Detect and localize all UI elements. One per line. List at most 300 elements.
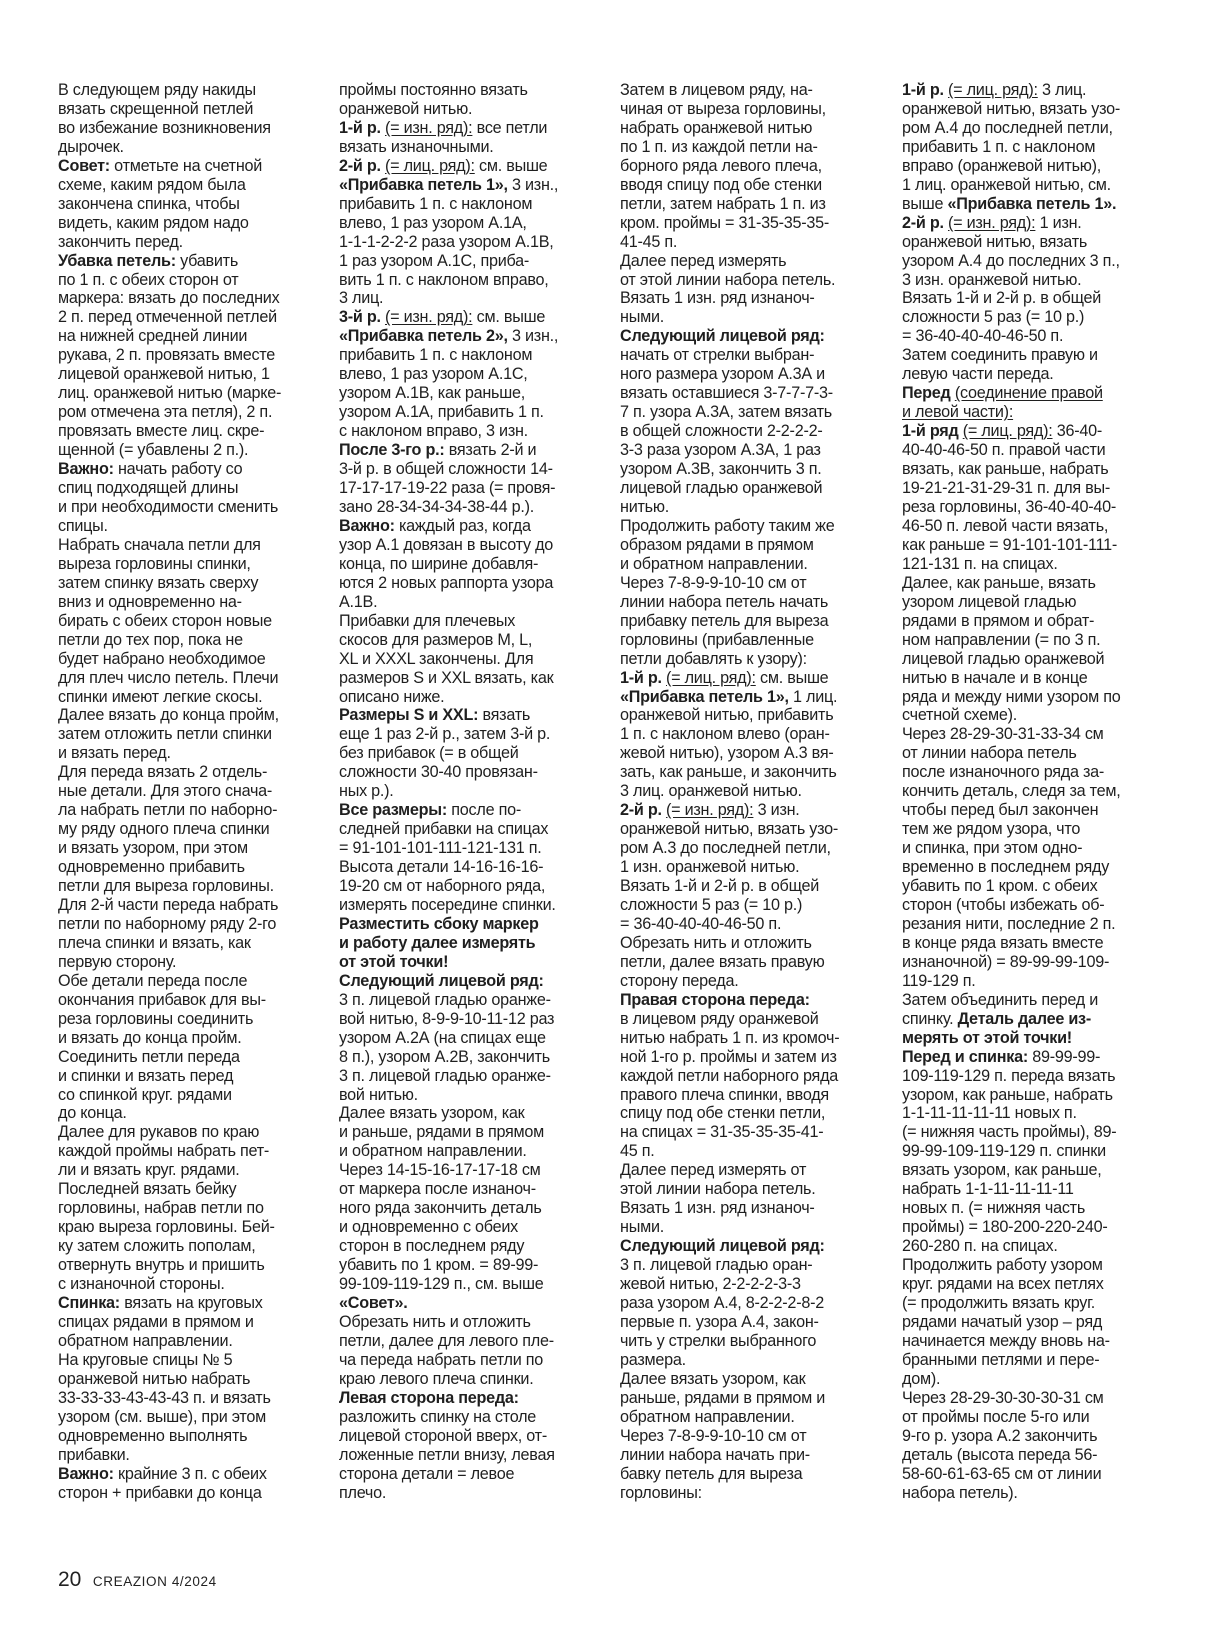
text-line <box>620 308 882 327</box>
text-run: ются 2 новых раппорта узора <box>339 573 554 592</box>
text-line <box>620 119 882 138</box>
text-line <box>58 877 320 896</box>
text-run: Через 28-29-30-30-30-31 см <box>902 1388 1104 1407</box>
text-line <box>620 252 882 271</box>
text-line <box>58 479 320 498</box>
text-line <box>58 1389 320 1408</box>
text-run: спинки имеют легкие скосы. <box>58 687 263 706</box>
text-run: 1 лиц. оранжевой нитью, см. <box>902 175 1111 194</box>
bold-text: Деталь далее из- <box>957 1009 1091 1028</box>
text-line <box>902 138 1164 157</box>
text-run: ные детали. Для этого снача- <box>58 782 273 801</box>
text-line <box>902 403 1164 422</box>
text-run: будет набрано необходимое <box>58 649 266 668</box>
text-line <box>902 1104 1164 1123</box>
text-line <box>620 877 882 896</box>
text-run: обратном направлении. <box>620 1407 795 1426</box>
text-line <box>620 479 882 498</box>
text-line <box>620 1218 882 1237</box>
text-line <box>58 1256 320 1275</box>
text-run: Затем в лицевом ряду, на- <box>620 81 813 99</box>
text-run: резания нити, последние 2 п. <box>902 914 1116 933</box>
text-run: Обрезать нить и отложить <box>620 933 812 952</box>
text-line <box>58 1180 320 1199</box>
text-line <box>620 1351 882 1370</box>
text-line <box>339 1218 601 1237</box>
text-run: му ряду одного плеча спинки <box>58 820 270 839</box>
text-line <box>58 1086 320 1105</box>
text-line <box>58 308 320 327</box>
text-line <box>902 1161 1164 1180</box>
text-run: Далее вязать до конца пройм, <box>58 706 279 725</box>
text-run: и обратном направлении. <box>620 554 808 573</box>
text-run: видеть, каким рядом надо <box>58 213 249 232</box>
text-line <box>620 1067 882 1086</box>
text-line <box>58 1313 320 1332</box>
text-line <box>58 1351 320 1370</box>
text-line <box>620 498 882 517</box>
text-line <box>339 1256 601 1275</box>
text-line <box>902 441 1164 460</box>
text-line <box>58 1048 320 1067</box>
text-line <box>902 972 1164 991</box>
text-run: 3 лиц. <box>1037 81 1087 99</box>
text-run: 1 лиц. <box>788 687 838 706</box>
text-line <box>902 820 1164 839</box>
underlined-text: (= лиц. ряд): <box>665 668 756 687</box>
text-line <box>339 157 601 176</box>
text-line <box>620 669 882 688</box>
text-run: сторон в последнем ряду <box>339 1237 525 1256</box>
bold-text: 1-й ряд <box>902 422 959 441</box>
text-line <box>58 346 320 365</box>
text-line <box>620 574 882 593</box>
text-run: размеров S и XXL вязать, как <box>339 668 554 687</box>
text-line <box>620 1313 882 1332</box>
text-line <box>620 346 882 365</box>
text-line <box>620 1484 882 1503</box>
text-line <box>58 896 320 915</box>
bold-text: «Совет». <box>339 1294 408 1312</box>
text-line <box>620 1123 882 1142</box>
text-line <box>620 725 882 744</box>
text-line <box>58 365 320 384</box>
text-run: сложности 5 раз (= 10 р.) <box>620 895 803 914</box>
bold-text: Спинка: <box>58 1294 120 1312</box>
text-run: петли, затем набрать 1 п. из <box>620 194 826 213</box>
text-line <box>58 271 320 290</box>
text-run: следней прибавки на спицах <box>339 820 549 839</box>
text-line <box>58 991 320 1010</box>
text-run: в конце ряда вязать вместе <box>902 933 1104 952</box>
text-run: конца, по ширине добавля- <box>339 554 539 573</box>
text-line <box>620 233 882 252</box>
text-run: 260-280 п. на спицах. <box>902 1237 1058 1256</box>
text-line <box>620 327 882 346</box>
text-run: отвернуть внутрь и пришить <box>58 1256 265 1275</box>
text-line <box>902 308 1164 327</box>
text-line <box>902 934 1164 953</box>
text-line <box>620 782 882 801</box>
text-run: 9-го р. узора А.2 закончить <box>902 1426 1098 1445</box>
bold-text: мерять от этой точки! <box>902 1028 1072 1047</box>
text-line <box>902 555 1164 574</box>
text-line <box>58 1029 320 1048</box>
text-line <box>58 839 320 858</box>
text-line <box>902 725 1164 744</box>
text-line <box>620 100 882 119</box>
text-line <box>58 498 320 517</box>
text-run: и раньше, рядами в прямом <box>339 1123 545 1142</box>
text-run: ром А.3 до последней петли, <box>620 839 831 858</box>
text-run: 3 изн., <box>507 327 559 346</box>
text-line <box>58 953 320 972</box>
text-run: от проймы после 5-го или <box>902 1407 1090 1426</box>
text-run: размера. <box>620 1350 686 1369</box>
text-line <box>339 100 601 119</box>
text-run: набора петель). <box>902 1483 1018 1502</box>
text-run: петли для выреза горловины. <box>58 877 274 896</box>
text-line <box>902 252 1164 271</box>
text-run: 3 лиц. оранжевой нитью. <box>620 782 802 801</box>
text-line <box>339 858 601 877</box>
text-line <box>902 744 1164 763</box>
text-line <box>339 214 601 233</box>
text-run: первые п. узора А.4, закон- <box>620 1312 819 1331</box>
text-run: борного ряда левого плеча, <box>620 156 822 175</box>
text-line <box>58 441 320 460</box>
text-run: лицевой стороной вверх, от- <box>339 1426 547 1445</box>
text-line <box>902 1142 1164 1161</box>
text-column-2 <box>339 81 601 1502</box>
text-run: спинку. <box>902 1009 958 1028</box>
text-run: и спинка, при этом одно- <box>902 839 1083 858</box>
bold-text: «Прибавка петель 1», <box>620 687 789 706</box>
text-line <box>58 252 320 271</box>
text-line <box>339 1370 601 1389</box>
text-run: чтобы перед был закончен <box>902 801 1099 820</box>
text-line <box>58 517 320 536</box>
text-line <box>339 820 601 839</box>
text-line <box>902 896 1164 915</box>
text-line <box>58 725 320 744</box>
text-line <box>620 157 882 176</box>
text-run: от линии набора петель <box>902 744 1077 763</box>
text-line <box>902 706 1164 725</box>
text-run: убавить <box>175 251 239 270</box>
text-line <box>902 214 1164 233</box>
text-line <box>339 138 601 157</box>
text-run: краю выреза горловины. Бей- <box>58 1218 275 1237</box>
text-line <box>620 536 882 555</box>
text-run: бавку петель для выреза <box>620 1464 803 1483</box>
text-run: узором А.1А, прибавить 1 п. <box>339 403 544 422</box>
text-line <box>902 1275 1164 1294</box>
text-line <box>58 1294 320 1313</box>
text-line <box>339 1029 601 1048</box>
text-line <box>902 271 1164 290</box>
text-line <box>902 384 1164 403</box>
text-run: вой нитью. <box>339 1085 418 1104</box>
text-line <box>58 1104 320 1123</box>
underlined-text: (= изн. ряд): <box>947 213 1036 232</box>
text-line <box>339 725 601 744</box>
text-run: левую части переда. <box>902 365 1054 384</box>
bold-text: Перед и спинка: <box>902 1047 1029 1066</box>
text-line <box>339 1294 601 1313</box>
text-run: кончить деталь, следя за тем, <box>902 782 1121 801</box>
text-line <box>339 953 601 972</box>
text-run: 2 п. перед отмеченной петлей <box>58 308 277 327</box>
text-line <box>620 138 882 157</box>
text-run: без прибавок (= в общей <box>339 744 519 763</box>
text-run: Высота детали 14-16-16-16- <box>339 858 544 877</box>
text-line <box>339 1313 601 1332</box>
text-run: вниз и одновременно на- <box>58 592 242 611</box>
text-run: вводя спицу под обе стенки <box>620 175 822 194</box>
text-run: оранжевой нитью. <box>339 99 473 118</box>
text-line <box>902 801 1164 820</box>
text-run: сложности 5 раз (= 10 р.) <box>902 308 1085 327</box>
text-line <box>58 631 320 650</box>
text-line <box>620 403 882 422</box>
text-line <box>339 498 601 517</box>
text-run: Продолжить работу узором <box>902 1256 1103 1275</box>
text-run: круг. рядами на всех петлях <box>902 1275 1104 1294</box>
text-run: со спинкой круг. рядами <box>58 1085 232 1104</box>
text-line <box>58 138 320 157</box>
text-run: Вязать 1 изн. ряд изнаноч- <box>620 1199 815 1218</box>
text-line <box>58 81 320 100</box>
bold-text: Все размеры: <box>339 801 448 820</box>
text-run: 3 п. лицевой гладью оранже- <box>339 990 551 1009</box>
text-line <box>58 1370 320 1389</box>
text-line <box>339 574 601 593</box>
text-line <box>620 650 882 669</box>
text-line <box>58 1332 320 1351</box>
text-run: = 91-101-101-111-121-131 п. <box>339 839 542 858</box>
text-line <box>902 195 1164 214</box>
text-line <box>339 327 601 346</box>
text-line <box>620 81 882 100</box>
text-run: ном направлении (= по 3 п. <box>902 630 1101 649</box>
text-run: 46-50 п. левой части вязать, <box>902 516 1109 535</box>
text-run: рядами начатый узор – ряд <box>902 1312 1103 1331</box>
text-run: петли, далее для левого пле- <box>339 1331 554 1350</box>
bold-text: 1-й р. <box>902 81 944 99</box>
text-run: ла набрать петли по наборно- <box>58 801 278 820</box>
text-line <box>902 460 1164 479</box>
text-run: 1 изн. <box>1035 213 1082 232</box>
text-run: Соединить петли переда <box>58 1047 240 1066</box>
text-run: чить у стрелки выбранного <box>620 1331 817 1350</box>
text-line <box>620 1465 882 1484</box>
bold-text: Следующий лицевой ряд: <box>620 327 825 346</box>
text-line <box>339 669 601 688</box>
text-run: одновременно прибавить <box>58 858 245 877</box>
text-line <box>620 1256 882 1275</box>
text-line <box>902 650 1164 669</box>
text-line <box>339 195 601 214</box>
text-line <box>339 176 601 195</box>
text-line <box>339 1067 601 1086</box>
text-line <box>58 233 320 252</box>
text-line <box>58 1427 320 1446</box>
text-run: 1-1-11-11-11-11 новых п. <box>902 1104 1077 1123</box>
text-line <box>58 195 320 214</box>
text-run: Далее вязать узором, как <box>620 1369 806 1388</box>
text-line <box>339 384 601 403</box>
text-line <box>620 1408 882 1427</box>
text-run: до конца. <box>58 1104 127 1123</box>
text-line <box>620 915 882 934</box>
text-line <box>339 1351 601 1370</box>
text-line <box>902 422 1164 441</box>
text-line <box>339 289 601 308</box>
text-run: измерять посередине спинки. <box>339 895 556 914</box>
text-line <box>620 593 882 612</box>
text-line <box>620 1427 882 1446</box>
text-run: 89-99-99- <box>1028 1047 1101 1066</box>
text-line <box>58 763 320 782</box>
text-run: выше <box>902 194 948 213</box>
text-run: набрать 1-1-11-11-11-11 <box>902 1180 1074 1199</box>
underlined-text: (= изн. ряд): <box>384 118 473 137</box>
text-line <box>58 1275 320 1294</box>
text-run: (= нижняя часть проймы), 89- <box>902 1123 1117 1142</box>
text-run: и спинки и вязать перед <box>58 1066 234 1085</box>
text-line <box>339 346 601 365</box>
bold-text: Перед <box>902 384 951 403</box>
text-line <box>902 1408 1164 1427</box>
text-line <box>620 706 882 725</box>
text-run: Обе детали переда после <box>58 971 248 990</box>
text-run: прибавить 1 п. с наклоном <box>902 137 1096 156</box>
text-run: этой линии набора петель. <box>620 1180 816 1199</box>
text-run: вправо (оранжевой нитью), <box>902 156 1102 175</box>
text-run: = 36-40-40-40-46-50 п. <box>902 327 1064 346</box>
text-line <box>620 1370 882 1389</box>
text-line <box>339 422 601 441</box>
text-run: зано 28-34-34-34-38-44 р.). <box>339 497 534 516</box>
text-run: чиная от выреза горловины, <box>620 99 826 118</box>
text-line <box>620 214 882 233</box>
text-run: спиц подходящей длины <box>58 479 239 498</box>
text-line <box>902 763 1164 782</box>
underlined-text: и левой части): <box>902 403 1014 422</box>
text-run: 99-99-109-119-129 п. спинки <box>902 1142 1106 1161</box>
text-line <box>339 782 601 801</box>
text-run: петли добавлять к узору): <box>620 649 807 668</box>
text-run: раза узором А.4, 8-2-2-2-8-2 <box>620 1294 824 1312</box>
text-line <box>902 1123 1164 1142</box>
text-line <box>339 1237 601 1256</box>
text-line <box>58 119 320 138</box>
text-run: закончена спинка, чтобы <box>58 194 240 213</box>
text-run: с наклоном вправо, 3 изн. <box>339 422 528 441</box>
text-line <box>902 593 1164 612</box>
text-line <box>58 536 320 555</box>
text-line <box>58 176 320 195</box>
text-line <box>902 1484 1164 1503</box>
text-run: начинается между вновь на- <box>902 1331 1110 1350</box>
text-line <box>902 1370 1164 1389</box>
text-run: набрать оранжевой нитью <box>620 118 813 137</box>
bold-text: от этой точки! <box>339 952 449 971</box>
text-run: вязать <box>478 706 531 725</box>
text-line <box>620 384 882 403</box>
text-run: крайние 3 п. с обеих <box>113 1464 267 1483</box>
text-line <box>58 801 320 820</box>
text-run: раньше, рядами в прямом и <box>620 1388 826 1407</box>
text-line <box>902 669 1164 688</box>
text-run: по 1 п. с обеих сторон от <box>58 270 239 289</box>
text-run: см. выше <box>474 156 548 175</box>
text-line <box>339 555 601 574</box>
text-line <box>902 1294 1164 1313</box>
text-line <box>902 1256 1164 1275</box>
text-run: реза горловины, 36-40-40-40- <box>902 497 1116 516</box>
text-line <box>339 991 601 1010</box>
underlined-text: (= лиц. ряд): <box>962 422 1053 441</box>
text-run: узором А.2А (на спицах еще <box>339 1028 546 1047</box>
text-run: убавить по 1 кром. с обеих <box>902 877 1098 896</box>
text-run: дырочек. <box>58 137 124 156</box>
text-line <box>58 782 320 801</box>
text-run: оранжевой нитью набрать <box>58 1369 251 1388</box>
text-run: вязать изнаночными. <box>339 137 494 156</box>
text-line <box>620 763 882 782</box>
text-run: петли по наборному ряду 2-го <box>58 914 277 933</box>
text-run: петли, далее вязать правую <box>620 952 825 971</box>
text-run: счетной схеме). <box>902 706 1017 725</box>
text-run: с изнаночной стороны. <box>58 1275 225 1294</box>
text-line <box>902 1218 1164 1237</box>
text-run: Затем объединить перед и <box>902 990 1099 1009</box>
text-run: узор А.1 довязан в высоту до <box>339 535 554 554</box>
text-line <box>902 1427 1164 1446</box>
text-run: прибавить 1 п. с наклоном <box>339 346 533 365</box>
text-line <box>902 631 1164 650</box>
text-run: горловины (прибавленные <box>620 630 814 649</box>
text-run: лицевой оранжевой нитью, 1 <box>58 365 270 384</box>
text-line <box>620 744 882 763</box>
text-run: узором А.3В, закончить 3 п. <box>620 460 822 479</box>
text-run: и одновременно с обеих <box>339 1218 519 1237</box>
text-line <box>620 195 882 214</box>
text-run: начать от стрелки выбран- <box>620 346 815 365</box>
text-line <box>339 1086 601 1105</box>
text-line <box>620 972 882 991</box>
text-run: ными. <box>620 1218 664 1237</box>
text-run: обратном направлении. <box>58 1331 233 1350</box>
text-column-1 <box>58 81 320 1502</box>
text-run: Через 14-15-16-17-17-18 см <box>339 1161 541 1180</box>
text-line <box>902 327 1164 346</box>
bold-text: Левая сторона переда: <box>339 1388 519 1407</box>
text-run: влево, 1 раз узором А.1А, <box>339 213 527 232</box>
text-line <box>339 365 601 384</box>
text-line <box>339 1484 601 1503</box>
text-line <box>902 1351 1164 1370</box>
text-run: Для 2-й части переда набрать <box>58 895 279 914</box>
text-line <box>620 441 882 460</box>
text-line <box>620 1104 882 1123</box>
text-run: Далее, как раньше, вязать <box>902 573 1096 592</box>
text-line <box>339 631 601 650</box>
text-run: ча переда набрать петли по <box>339 1350 544 1369</box>
text-run: плеча спинки и вязать, как <box>58 933 251 952</box>
